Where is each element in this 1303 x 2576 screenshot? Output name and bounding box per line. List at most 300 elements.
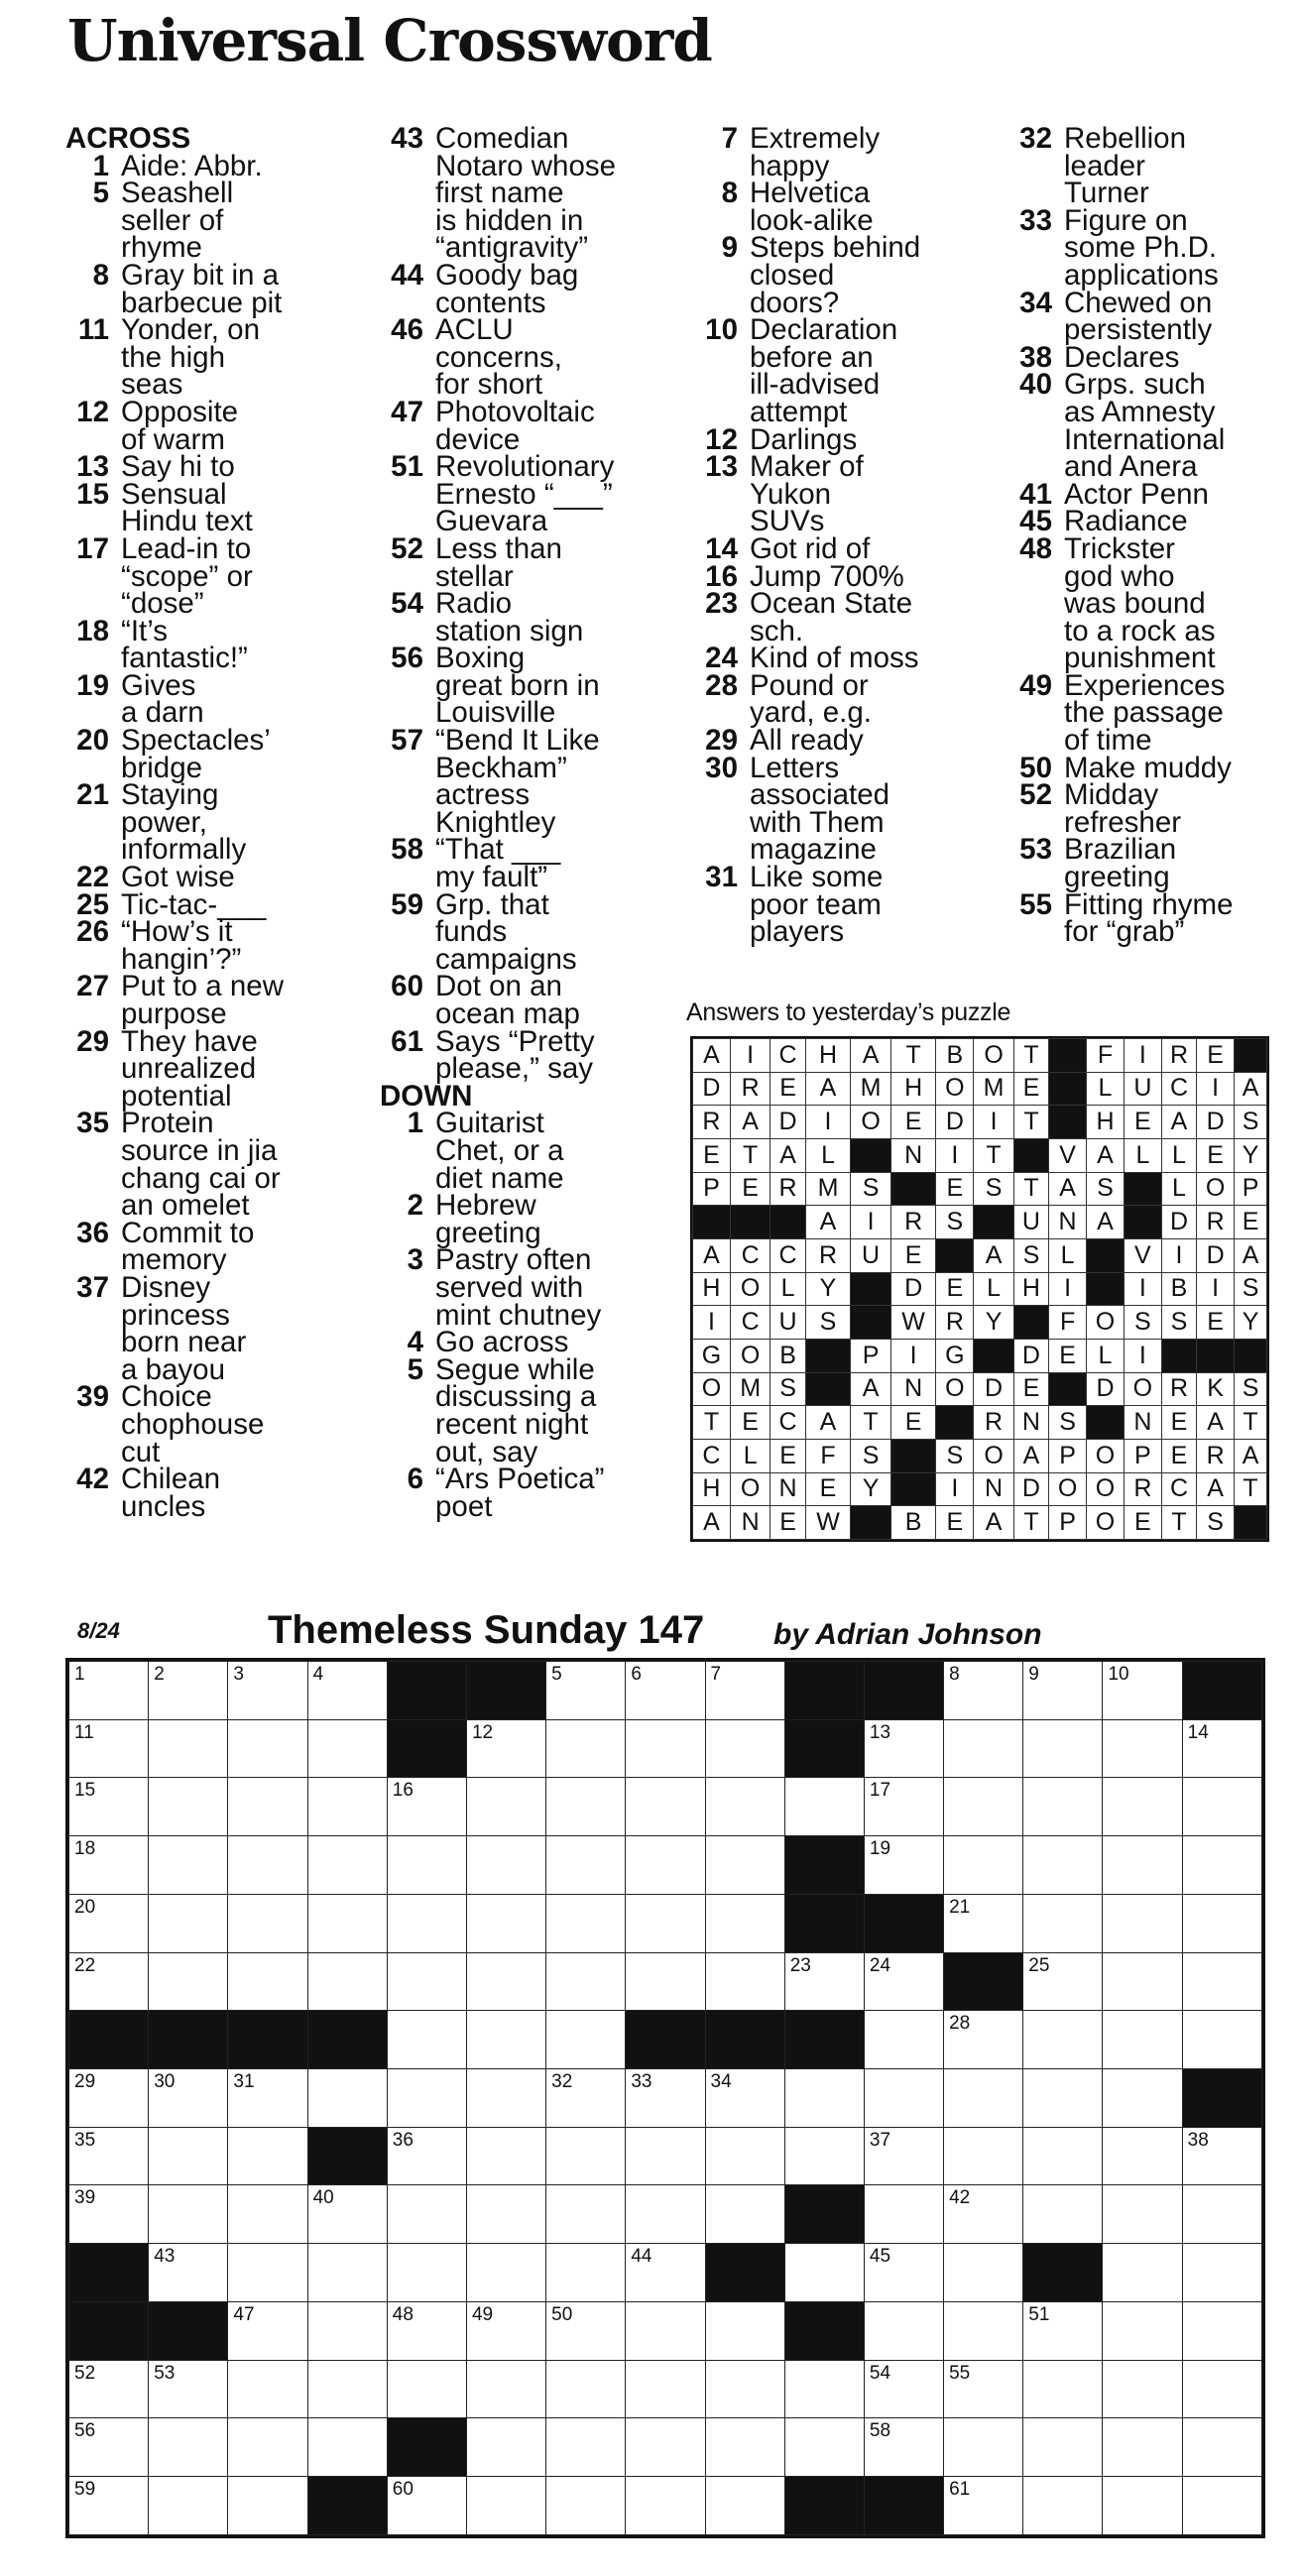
grid-cell[interactable]: [69, 1836, 149, 1895]
grid-cell[interactable]: [546, 2185, 626, 2244]
grid-cell[interactable]: [1023, 1719, 1103, 1778]
grid-cell[interactable]: [307, 2360, 387, 2418]
answer-cell: C: [1161, 1472, 1196, 1506]
grid-cell[interactable]: [228, 2418, 307, 2477]
grid-cell[interactable]: [864, 2011, 943, 2069]
grid-cell[interactable]: [1103, 2418, 1182, 2477]
clue: [65, 1380, 325, 1468]
grid-cell[interactable]: [944, 2127, 1023, 2185]
grid-cell[interactable]: [1023, 1952, 1103, 2011]
clue-text: Yonder, on the high seas: [121, 313, 260, 402]
grid-cell[interactable]: [944, 2418, 1023, 2477]
grid-cell[interactable]: [546, 2360, 626, 2418]
answer-cell: D: [1013, 1339, 1048, 1372]
grid-cell[interactable]: [387, 2069, 466, 2128]
grid-cell[interactable]: [546, 2301, 626, 2360]
answer-cell: T: [1013, 1039, 1048, 1073]
answer-cell: O: [693, 1372, 731, 1406]
clue: [1008, 505, 1296, 538]
grid-cell[interactable]: [784, 1778, 864, 1836]
grid-cell[interactable]: [387, 2301, 466, 2360]
grid-cell[interactable]: [149, 1719, 228, 1778]
clue-text: All ready: [750, 724, 864, 758]
grid-cell[interactable]: [1103, 2477, 1182, 2535]
clue: [380, 395, 669, 456]
grid-cell[interactable]: [307, 1836, 387, 1895]
cell-number: 38: [1187, 2129, 1209, 2151]
grid-cell[interactable]: [546, 2011, 626, 2069]
grid-cell[interactable]: [705, 1719, 784, 1778]
answer-cell: S: [936, 1206, 974, 1239]
cell-number: 18: [74, 1838, 96, 1860]
grid-cell[interactable]: [864, 2418, 943, 2477]
grid-cell[interactable]: [387, 2011, 466, 2069]
answer-cell: D: [974, 1372, 1013, 1406]
clue-text: Commit to memory: [121, 1216, 255, 1277]
grid-cell[interactable]: [1182, 2477, 1261, 2535]
black-square: [307, 2011, 387, 2069]
grid-cell[interactable]: [69, 2185, 149, 2244]
grid-cell[interactable]: [69, 2127, 149, 2185]
grid-cell[interactable]: [69, 1778, 149, 1836]
grid-cell[interactable]: [228, 2185, 307, 2244]
grid-cell[interactable]: [387, 1836, 466, 1895]
grid-cell[interactable]: [1103, 1952, 1182, 2011]
grid-cell[interactable]: [149, 2360, 228, 2418]
black-square: [387, 1662, 466, 1720]
answer-cell: S: [1197, 1506, 1235, 1540]
grid-cell[interactable]: [1023, 1836, 1103, 1895]
grid-cell[interactable]: [1103, 2127, 1182, 2185]
grid-cell[interactable]: [1103, 2069, 1182, 2128]
answer-cell: E: [1197, 1039, 1235, 1073]
grid-cell[interactable]: [466, 1778, 545, 1836]
clue-text: Protein source in jia chang cai or an omelet: [121, 1107, 281, 1223]
grid-cell[interactable]: [387, 2477, 466, 2535]
grid-cell[interactable]: [1023, 2477, 1103, 2535]
answer-cell: E: [770, 1439, 805, 1472]
cell-number: 61: [949, 2479, 971, 2501]
grid-cell[interactable]: [626, 2185, 705, 2244]
grid-cell[interactable]: [705, 1662, 784, 1720]
grid-cell[interactable]: [944, 2477, 1023, 2535]
answer-cell: M: [851, 1072, 890, 1106]
grid-cell[interactable]: [626, 1894, 705, 1952]
grid-cell[interactable]: [149, 1662, 228, 1720]
clue-text: Put to a new purpose: [121, 970, 284, 1030]
clue: [380, 970, 669, 1030]
grid-cell[interactable]: [944, 1894, 1023, 1952]
grid-cell[interactable]: [307, 2069, 387, 2128]
grid-cell[interactable]: [546, 1836, 626, 1895]
grid-cell[interactable]: [864, 1719, 943, 1778]
grid-cell[interactable]: [944, 2244, 1023, 2302]
grid-cell[interactable]: [944, 2069, 1023, 2128]
grid-cell[interactable]: [944, 1778, 1023, 1836]
grid-cell[interactable]: [307, 1894, 387, 1952]
grid-cell[interactable]: [69, 2418, 149, 2477]
grid-cell[interactable]: [705, 2185, 784, 2244]
grid-cell[interactable]: [228, 1894, 307, 1952]
answer-black-cell: [1235, 1039, 1267, 1073]
grid-cell[interactable]: [626, 2477, 705, 2535]
grid-cell[interactable]: [466, 2244, 545, 2302]
grid-cell[interactable]: [466, 1719, 545, 1778]
grid-cell[interactable]: [944, 2301, 1023, 2360]
clue: [694, 861, 982, 949]
answer-cell: I: [1197, 1272, 1235, 1306]
grid-cell[interactable]: [466, 1836, 545, 1895]
answer-cell: T: [1013, 1172, 1048, 1206]
grid-cell[interactable]: [705, 1778, 784, 1836]
grid-cell[interactable]: [626, 1836, 705, 1895]
grid-cell[interactable]: [228, 2360, 307, 2418]
grid-cell[interactable]: [1023, 2301, 1103, 2360]
grid-cell[interactable]: [149, 2477, 228, 2535]
grid-cell[interactable]: [228, 1778, 307, 1836]
grid-cell[interactable]: [149, 1836, 228, 1895]
grid-cell[interactable]: [944, 1719, 1023, 1778]
answer-cell: A: [693, 1039, 731, 1073]
grid-cell[interactable]: [69, 1719, 149, 1778]
clue-text: Trickster god who was bound to a rock as punishment: [1064, 531, 1216, 675]
grid-cell[interactable]: [1103, 2011, 1182, 2069]
answer-cell: H: [693, 1272, 731, 1306]
grid-cell[interactable]: [1182, 1952, 1261, 2011]
cell-number: 54: [869, 2362, 891, 2384]
grid-cell[interactable]: [387, 2244, 466, 2302]
grid-cell[interactable]: [307, 2185, 387, 2244]
answer-cell: D: [693, 1072, 731, 1106]
grid-cell[interactable]: [944, 1836, 1023, 1895]
clue-text: “Ars Poetica” poet: [435, 1463, 605, 1523]
page-title: Universal Crossword: [67, 7, 712, 74]
grid-cell[interactable]: [546, 1952, 626, 2011]
clue: [694, 231, 982, 319]
grid-cell[interactable]: [546, 1662, 626, 1720]
clue: [380, 642, 669, 730]
answer-cell: S: [1087, 1172, 1125, 1206]
grid-cell[interactable]: [864, 1778, 943, 1836]
clue: [380, 1326, 669, 1359]
cell-number: 10: [1108, 1664, 1129, 1685]
answer-cell: I: [936, 1138, 974, 1172]
cell-number: 37: [869, 2129, 891, 2151]
grid-cell[interactable]: [546, 2477, 626, 2535]
grid-cell[interactable]: [387, 1778, 466, 1836]
grid-cell[interactable]: [864, 2127, 943, 2185]
answer-cell: O: [936, 1372, 974, 1406]
grid-cell[interactable]: [466, 1894, 545, 1952]
clue: [380, 724, 669, 839]
clue-text: Jump 700%: [750, 559, 904, 593]
grid-cell[interactable]: [626, 1719, 705, 1778]
crossword-grid[interactable]: [65, 1658, 1265, 2538]
grid-cell[interactable]: [466, 2069, 545, 2128]
grid-cell[interactable]: [626, 2244, 705, 2302]
grid-cell[interactable]: [1182, 2301, 1261, 2360]
grid-cell[interactable]: [546, 1894, 626, 1952]
answer-cell: E: [730, 1172, 770, 1206]
grid-cell[interactable]: [626, 2301, 705, 2360]
clue: [380, 1107, 669, 1195]
answer-black-cell: [851, 1306, 890, 1340]
grid-cell[interactable]: [466, 2301, 545, 2360]
grid-cell[interactable]: [69, 1952, 149, 2011]
grid-cell[interactable]: [307, 1952, 387, 2011]
grid-cell[interactable]: [1103, 1836, 1182, 1895]
grid-cell[interactable]: [228, 1836, 307, 1895]
cell-number: 49: [471, 2303, 494, 2325]
clue-number: 51: [391, 450, 423, 484]
cell-number: 53: [154, 2362, 176, 2384]
grid-cell[interactable]: [1103, 2185, 1182, 2244]
grid-cell[interactable]: [1103, 1662, 1182, 1720]
grid-cell[interactable]: [705, 2360, 784, 2418]
clue-text: Darlings: [750, 422, 858, 456]
grid-cell[interactable]: [626, 2127, 705, 2185]
grid-cell[interactable]: [1182, 1894, 1261, 1952]
grid-cell[interactable]: [1103, 1719, 1182, 1778]
grid-cell[interactable]: [149, 1778, 228, 1836]
grid-cell[interactable]: [784, 1952, 864, 2011]
clue-text: Goody bag contents: [435, 258, 579, 319]
grid-cell[interactable]: [387, 2185, 466, 2244]
grid-cell[interactable]: [1023, 2360, 1103, 2418]
grid-cell[interactable]: [1182, 1778, 1261, 1836]
grid-cell[interactable]: [944, 2011, 1023, 2069]
grid-cell[interactable]: [944, 2360, 1023, 2418]
grid-cell[interactable]: [307, 2418, 387, 2477]
clue-text: Radio station sign: [435, 587, 584, 647]
grid-cell[interactable]: [1182, 2360, 1261, 2418]
answer-cell: O: [1087, 1439, 1125, 1472]
answer-black-cell: [1013, 1306, 1048, 1340]
answer-cell: A: [805, 1206, 851, 1239]
cell-number: 58: [869, 2420, 891, 2442]
grid-cell[interactable]: [228, 2069, 307, 2128]
grid-cell[interactable]: [1103, 2244, 1182, 2302]
answer-cell: A: [1235, 1072, 1267, 1106]
answer-cell: I: [1197, 1072, 1235, 1106]
clue: [380, 1024, 669, 1086]
answer-cell: D: [1087, 1372, 1125, 1406]
answer-black-cell: [730, 1206, 770, 1239]
grid-cell[interactable]: [466, 2360, 545, 2418]
grid-cell[interactable]: [705, 1952, 784, 2011]
grid-cell[interactable]: [705, 2418, 784, 2477]
grid-cell[interactable]: [387, 2127, 466, 2185]
grid-cell[interactable]: [228, 1952, 307, 2011]
grid-cell[interactable]: [705, 2069, 784, 2128]
grid-cell[interactable]: [228, 2301, 307, 2360]
answer-cell: H: [693, 1472, 731, 1506]
grid-cell[interactable]: [705, 2301, 784, 2360]
grid-cell[interactable]: [466, 1952, 545, 2011]
grid-cell[interactable]: [149, 2418, 228, 2477]
grid-cell[interactable]: [784, 2069, 864, 2128]
grid-cell[interactable]: [1103, 1778, 1182, 1836]
grid-cell[interactable]: [626, 2360, 705, 2418]
answer-black-cell: [1087, 1406, 1125, 1440]
grid-cell[interactable]: [944, 1662, 1023, 1720]
clue: [694, 668, 982, 730]
grid-cell[interactable]: [149, 2185, 228, 2244]
grid-cell[interactable]: [626, 2069, 705, 2128]
answer-cell: O: [1124, 1372, 1161, 1406]
grid-cell[interactable]: [944, 2185, 1023, 2244]
answer-black-cell: [805, 1372, 851, 1406]
grid-cell[interactable]: [784, 2418, 864, 2477]
grid-cell[interactable]: [228, 2244, 307, 2302]
grid-cell[interactable]: [1023, 2011, 1103, 2069]
grid-cell[interactable]: [466, 2477, 545, 2535]
grid-cell[interactable]: [626, 2418, 705, 2477]
answer-cell: O: [730, 1339, 770, 1372]
grid-cell[interactable]: [69, 1662, 149, 1720]
grid-cell[interactable]: [69, 2477, 149, 2535]
answer-cell: E: [890, 1406, 936, 1440]
grid-cell[interactable]: [705, 2477, 784, 2535]
grid-cell[interactable]: [1182, 2011, 1261, 2069]
answer-cell: E: [1235, 1206, 1267, 1239]
answer-cell: E: [890, 1238, 936, 1272]
grid-cell[interactable]: [546, 2127, 626, 2185]
grid-cell[interactable]: [1023, 2069, 1103, 2128]
answer-cell: S: [1161, 1306, 1196, 1340]
answer-cell: E: [730, 1406, 770, 1440]
answer-cell: U: [770, 1306, 805, 1340]
clue-number: 33: [1019, 203, 1052, 237]
grid-cell[interactable]: [149, 2069, 228, 2128]
grid-cell[interactable]: [705, 1836, 784, 1895]
grid-cell[interactable]: [1103, 1894, 1182, 1952]
grid-cell[interactable]: [466, 2185, 545, 2244]
clue-number: 12: [76, 395, 109, 428]
grid-cell[interactable]: [387, 1894, 466, 1952]
grid-cell[interactable]: [1182, 2127, 1261, 2185]
cell-number: 2: [154, 1664, 165, 1685]
grid-cell[interactable]: [864, 1952, 943, 2011]
grid-cell[interactable]: [228, 1662, 307, 1720]
grid-cell[interactable]: [149, 2127, 228, 2185]
grid-cell[interactable]: [546, 2069, 626, 2128]
grid-cell[interactable]: [626, 1778, 705, 1836]
grid-cell[interactable]: [387, 1952, 466, 2011]
grid-cell[interactable]: [546, 2418, 626, 2477]
grid-cell[interactable]: [228, 2477, 307, 2535]
grid-cell[interactable]: [1023, 1894, 1103, 1952]
clue-text: Staying power, informally: [121, 778, 247, 867]
grid-cell[interactable]: [307, 2244, 387, 2302]
grid-cell[interactable]: [1023, 2185, 1103, 2244]
grid-cell[interactable]: [784, 2244, 864, 2302]
grid-cell[interactable]: [1182, 1836, 1261, 1895]
clue-text: Experiences the passage of time: [1064, 668, 1226, 758]
black-square: [466, 1662, 545, 1720]
clue-text: Radiance: [1064, 505, 1188, 538]
black-square: [149, 2301, 228, 2360]
grid-cell[interactable]: [864, 2301, 943, 2360]
answer-cell: E: [936, 1272, 974, 1306]
grid-cell[interactable]: [864, 2360, 943, 2418]
grid-cell[interactable]: [466, 2011, 545, 2069]
grid-cell[interactable]: [228, 2127, 307, 2185]
grid-cell[interactable]: [546, 1719, 626, 1778]
clue-text: Opposite of warm: [121, 395, 239, 456]
grid-cell[interactable]: [1023, 1662, 1103, 1720]
grid-cell[interactable]: [466, 2127, 545, 2185]
clue: [380, 313, 669, 402]
grid-cell[interactable]: [705, 2127, 784, 2185]
grid-cell[interactable]: [626, 1952, 705, 2011]
grid-cell[interactable]: [307, 1778, 387, 1836]
answer-cell: M: [974, 1072, 1013, 1106]
answer-cell: K: [1197, 1372, 1235, 1406]
grid-cell[interactable]: [387, 2360, 466, 2418]
answer-cell: N: [1049, 1206, 1087, 1239]
grid-cell[interactable]: [864, 2069, 943, 2128]
grid-cell[interactable]: [1103, 2360, 1182, 2418]
grid-cell[interactable]: [864, 2244, 943, 2302]
clue-number: 8: [92, 258, 109, 292]
answer-black-cell: [1124, 1206, 1161, 1239]
answer-cell: L: [1049, 1238, 1087, 1272]
clue-number: 27: [76, 970, 109, 1003]
grid-cell[interactable]: [626, 1662, 705, 1720]
grid-cell[interactable]: [1103, 2301, 1182, 2360]
grid-cell[interactable]: [784, 2127, 864, 2185]
grid-cell[interactable]: [1023, 1778, 1103, 1836]
clue-number: 22: [76, 861, 109, 894]
grid-cell[interactable]: [69, 2069, 149, 2128]
grid-cell[interactable]: [466, 2418, 545, 2477]
grid-cell[interactable]: [149, 1952, 228, 2011]
grid-cell[interactable]: [69, 1894, 149, 1952]
answers-grid: [690, 1036, 1269, 1542]
black-square: [69, 2301, 149, 2360]
grid-cell[interactable]: [307, 1719, 387, 1778]
answer-cell: T: [1013, 1106, 1048, 1139]
clue-number: 46: [391, 313, 423, 347]
grid-cell[interactable]: [1182, 2185, 1261, 2244]
grid-cell[interactable]: [307, 2301, 387, 2360]
grid-cell[interactable]: [149, 1894, 228, 1952]
answer-cell: D: [936, 1106, 974, 1139]
grid-cell[interactable]: [784, 2360, 864, 2418]
grid-cell[interactable]: [228, 1719, 307, 1778]
grid-cell[interactable]: [546, 2244, 626, 2302]
grid-cell[interactable]: [1182, 2418, 1261, 2477]
grid-cell[interactable]: [307, 1662, 387, 1720]
grid-cell[interactable]: [1023, 2127, 1103, 2185]
answer-cell: N: [1124, 1406, 1161, 1440]
grid-cell[interactable]: [69, 2360, 149, 2418]
grid-cell[interactable]: [864, 1836, 943, 1895]
clue-text: Letters associated with Them magazine: [750, 751, 890, 867]
grid-cell[interactable]: [864, 2185, 943, 2244]
grid-cell[interactable]: [1023, 2418, 1103, 2477]
grid-cell[interactable]: [546, 1778, 626, 1836]
grid-cell[interactable]: [1182, 2244, 1261, 2302]
grid-cell[interactable]: [705, 1894, 784, 1952]
grid-cell[interactable]: [149, 2244, 228, 2302]
answer-black-cell: [1087, 1272, 1125, 1306]
answer-cell: B: [890, 1506, 936, 1540]
clue-text: Pastry often served with mint chutney: [435, 1243, 602, 1332]
grid-cell[interactable]: [1182, 1719, 1261, 1778]
clue-text: “How’s it hangin’?”: [121, 915, 242, 976]
